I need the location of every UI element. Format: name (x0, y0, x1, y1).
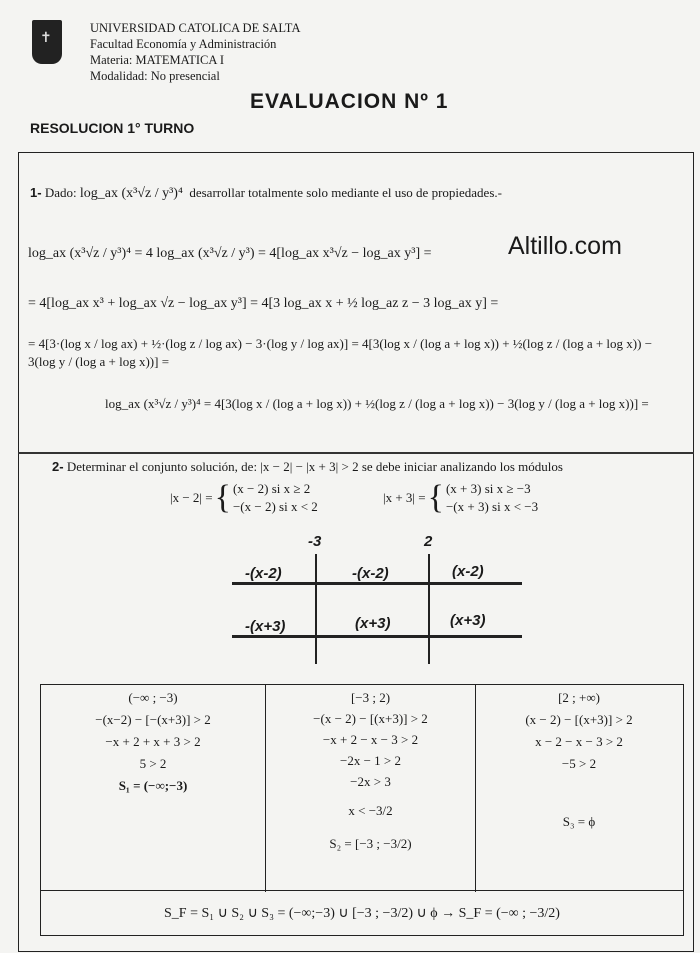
interval-heading: (−∞ ; −3) (128, 690, 178, 705)
interval-column-3 (476, 685, 682, 892)
step: −2x > 3 (350, 774, 391, 789)
sign-cell: -(x-2) (245, 565, 282, 582)
sign-rule (232, 635, 522, 638)
q1-statement (30, 185, 660, 203)
page-title: EVALUACION Nº 1 (250, 90, 449, 113)
sign-rule (232, 582, 522, 585)
sign-cell: (x-2) (452, 563, 484, 580)
q2-text2: se debe iniciar analizando los módulos (361, 459, 563, 474)
sign-cell: -(x+3) (245, 618, 286, 635)
section-divider (18, 452, 694, 454)
solution-table (40, 684, 684, 936)
modulus-def-2: |x + 3| = { (x + 3) si x ≥ −3 −(x + 3) si x < −3 (383, 479, 539, 516)
university-name: UNIVERSIDAD CATOLICA DE SALTA (90, 21, 301, 35)
sign-point: -3 (308, 533, 322, 550)
university-logo (32, 20, 62, 64)
partial-solution: S₂ = [−3 ; −3/2) (329, 836, 412, 851)
watermark: Altillo.com (508, 232, 622, 260)
interval-heading: [−3 ; 2) (350, 690, 391, 705)
mod1-case2: −(x − 2) si x < 2 (232, 499, 318, 514)
step: x < −3/2 (348, 803, 393, 818)
final-solution: S_F = S₁ ∪ S₂ ∪ S₃ = (−∞;−3) ∪ [−3 ; −3/2) ∪ ϕ → S_F = (−∞ ; −3/2) (41, 890, 683, 936)
partial-solution: S₁ = (−∞;−3) (118, 778, 188, 793)
step: −2x − 1 > 2 (340, 753, 401, 768)
q1-line-1: log_ax (x³√z / y³)⁴ = 4 log_ax (x³√z / y³) = 4[log_ax x³√z − log_ax y³] = (28, 246, 432, 261)
sign-point: 2 (424, 533, 433, 550)
header (90, 20, 300, 84)
q2-statement (52, 458, 682, 476)
mode: Modalidad: No presencial (90, 69, 220, 83)
q1-number: 1- (30, 185, 42, 200)
sign-divider (315, 554, 317, 664)
step: 5 > 2 (139, 756, 167, 771)
sign-cell: (x+3) (450, 612, 486, 629)
mod1-case1: (x − 2) si x ≥ 2 (232, 481, 311, 496)
q1-line-3: = 4[3·(log x / log ax) + ½·(log z / log ax) − 3·(log y / log ax)] = 4[3(log x / (log a + log x)) + ½(log z / (log a + log x)) − 3(log y / (log a + log x))] = (28, 336, 653, 369)
mod2-case2: −(x + 3) si x < −3 (445, 499, 539, 514)
q1-line-2: = 4[log_ax x³ + log_ax √z − log_ax y³] = 4[3 log_ax x + ½ log_az z − 3 log_ax y] = (28, 296, 499, 311)
sign-cell: (x+3) (355, 615, 391, 632)
partial-solution: S₃ = ϕ (562, 814, 596, 829)
step: −(x − 2) − [(x+3)] > 2 (313, 711, 428, 726)
subject: Materia: MATEMATICA I (90, 53, 225, 67)
subtitle: RESOLUCION 1° TURNO (30, 120, 195, 136)
step: (x − 2) − [(x+3)] > 2 (525, 712, 633, 727)
step: −x + 2 − x − 3 > 2 (322, 732, 419, 747)
q2-number: 2- (52, 459, 64, 474)
sign-cell: -(x-2) (352, 565, 389, 582)
interval-column-2 (266, 685, 476, 892)
step: x − 2 − x − 3 > 2 (535, 734, 623, 749)
mod1-lhs: |x − 2| = (170, 490, 213, 505)
mod2-case1: (x + 3) si x ≥ −3 (445, 481, 531, 496)
step: −x + 2 + x + 3 > 2 (105, 734, 201, 749)
modulus-def-1: |x − 2| = { (x − 2) si x ≥ 2 −(x − 2) si x < 2 (170, 479, 318, 516)
faculty: Facultad Economía y Administración (90, 37, 277, 51)
q2-inequality: |x − 2| − |x + 3| > 2 (260, 459, 359, 474)
q2-text: Determinar el conjunto solución, de: (66, 459, 258, 474)
step: −5 > 2 (561, 756, 597, 771)
q1-task: desarrollar totalmente solo mediante el uso de propiedades.- (189, 185, 502, 200)
step: −(x−2) − [−(x+3)] > 2 (95, 712, 211, 727)
q1-line-4: log_ax (x³√z / y³)⁴ = 4[3(log x / (log a + log x)) + ½(log z / (log a + log x)) − 3(log y / (log a + log x))] = (105, 396, 649, 411)
interval-heading: [2 ; +∞) (558, 690, 600, 705)
sign-divider (428, 554, 430, 664)
q1-intro: Dado: (44, 185, 77, 200)
q1-given: log_ax (x³√z / y³)⁴ (79, 186, 183, 201)
interval-column-1 (41, 685, 266, 892)
mod2-lhs: |x + 3| = (383, 490, 426, 505)
